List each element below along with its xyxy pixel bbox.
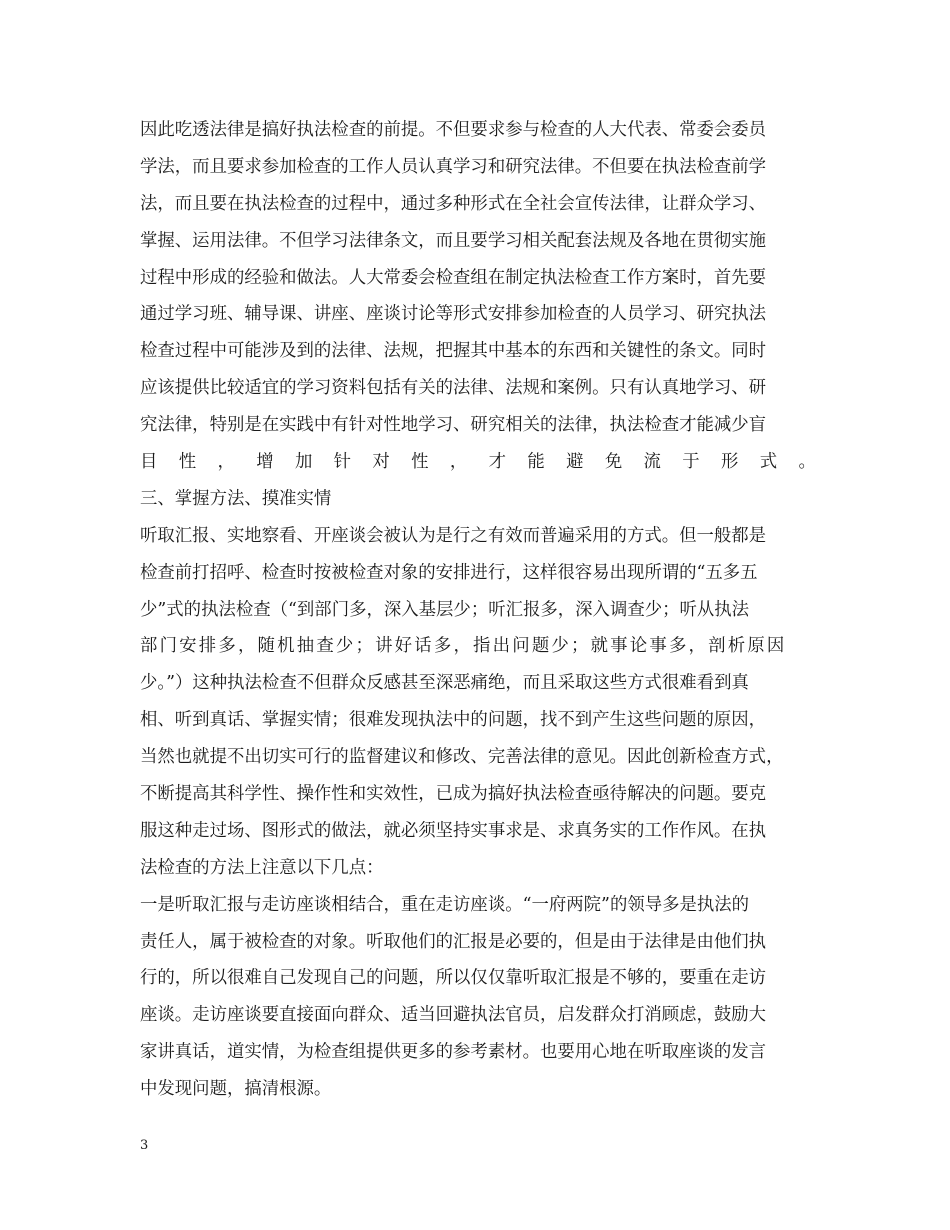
page-number: 3 <box>140 1138 149 1153</box>
section-heading: 三、掌握方法、摸准实情 <box>140 488 332 509</box>
text-line: 中发现问题，搞清根源。 <box>140 1079 332 1100</box>
spread-character: ， <box>217 452 235 473</box>
text-line: 服这种走过场、图形式的做法，就必须坚持实事求是、求真务实的工作作风。在执 <box>140 820 767 841</box>
spread-character: 目 <box>140 452 158 473</box>
spread-character: 才 <box>488 452 507 473</box>
spread-character: 避 <box>566 452 584 473</box>
text-line: 行的，所以很难自己发现自己的问题，所以仅仅靠听取汇报是不够的，要重在走访 <box>140 968 767 989</box>
text-line: 部门安排多，随机抽查少；讲好话多，指出问题少；就事论事多，剖析原因 <box>140 636 787 657</box>
justified-text-line <box>140 444 816 481</box>
spread-character: 增 <box>256 452 274 473</box>
text-line: 法，而且要在执法检查的过程中，通过多种形式在全社会宣传法律，让群众学习、 <box>140 193 767 214</box>
text-line: 当然也就提不出切实可行的监督建议和修改、完善法律的意见。因此创新检查方式， <box>140 747 784 768</box>
spread-character: 加 <box>294 452 313 473</box>
text-line: 究法律，特别是在实践中有针对性地学习、研究相关的法律，执法检查才能减少盲 <box>140 415 767 436</box>
text-line: 听取汇报、实地察看、开座谈会被认为是行之有效而普遍采用的方式。但一般都是 <box>140 525 767 546</box>
spread-character: ， <box>449 452 468 473</box>
text-line: 责任人，属于被检查的对象。听取他们的汇报是必要的，但是由于法律是由他们执 <box>140 931 767 952</box>
spread-character: 针 <box>333 452 352 473</box>
spread-character: 性 <box>178 452 197 473</box>
text-line: 检查前打招呼、检查时按被检查对象的安排进行，这样很容易出现所谓的“五多五 <box>140 562 758 583</box>
text-line: 检查过程中可能涉及到的法律、法规，把握其中基本的东西和关键性的条文。同时 <box>140 341 767 362</box>
text-line: 相、听到真话、掌握实情；很难发现执法中的问题，找不到产生这些问题的原因， <box>140 710 767 731</box>
text-line: 掌握、运用法律。不但学习法律条文，而且要学习相关配套法规及各地在贯彻实施 <box>140 230 767 251</box>
spread-character: 形 <box>721 452 739 473</box>
text-line: 不断提高其科学性、操作性和实效性，已成为搞好执法检查亟待解决的问题。要克 <box>140 784 767 805</box>
spread-character: 能 <box>527 452 545 473</box>
text-line: 一是听取汇报与走访座谈相结合，重在走访座谈。“一府两院”的领导多是执法的 <box>140 894 750 915</box>
text-line: 通过学习班、辅导课、讲座、座谈讨论等形式安排参加检查的人员学习、研究执法 <box>140 304 767 325</box>
text-line: 少。”）这种执法检查不但群众反感甚至深恶痛绝，而且采取这些方式很难看到真 <box>140 673 749 694</box>
spread-character: 流 <box>643 452 661 473</box>
spread-character: 对 <box>372 452 390 473</box>
text-line: 座谈。走访座谈要直接面向群众、适当回避执法官员，启发群众打消顾虑，鼓励大 <box>140 1005 767 1026</box>
spread-character: 。 <box>798 452 816 473</box>
spread-character: 式 <box>759 452 778 473</box>
spread-character: 于 <box>682 452 700 473</box>
document-body <box>140 112 816 1108</box>
text-line: 过程中形成的经验和做法。人大常委会检查组在制定执法检查工作方案时，首先要 <box>140 267 767 288</box>
text-line: 应该提供比较适宜的学习资料包括有关的法律、法规和案例。只有认真地学习、研 <box>140 378 767 399</box>
justified-text-line <box>140 628 816 665</box>
text-line: 学法，而且要求参加检查的工作人员认真学习和研究法律。不但要在执法检查前学 <box>140 156 767 177</box>
text-line: 少”式的执法检查（“到部门多，深入基层少；听汇报多，深入调查少；听从执法 <box>140 599 750 620</box>
text-line: 因此吃透法律是搞好执法检查的前提。不但要求参与检查的人大代表、常委会委员 <box>140 120 767 140</box>
spread-character: 免 <box>604 452 623 473</box>
text-line: 家讲真话，道实情，为检查组提供更多的参考素材。也要用心地在听取座谈的发言 <box>140 1042 767 1063</box>
spread-character: 性 <box>411 452 429 473</box>
text-line: 法检查的方法上注意以下几点： <box>140 857 384 878</box>
